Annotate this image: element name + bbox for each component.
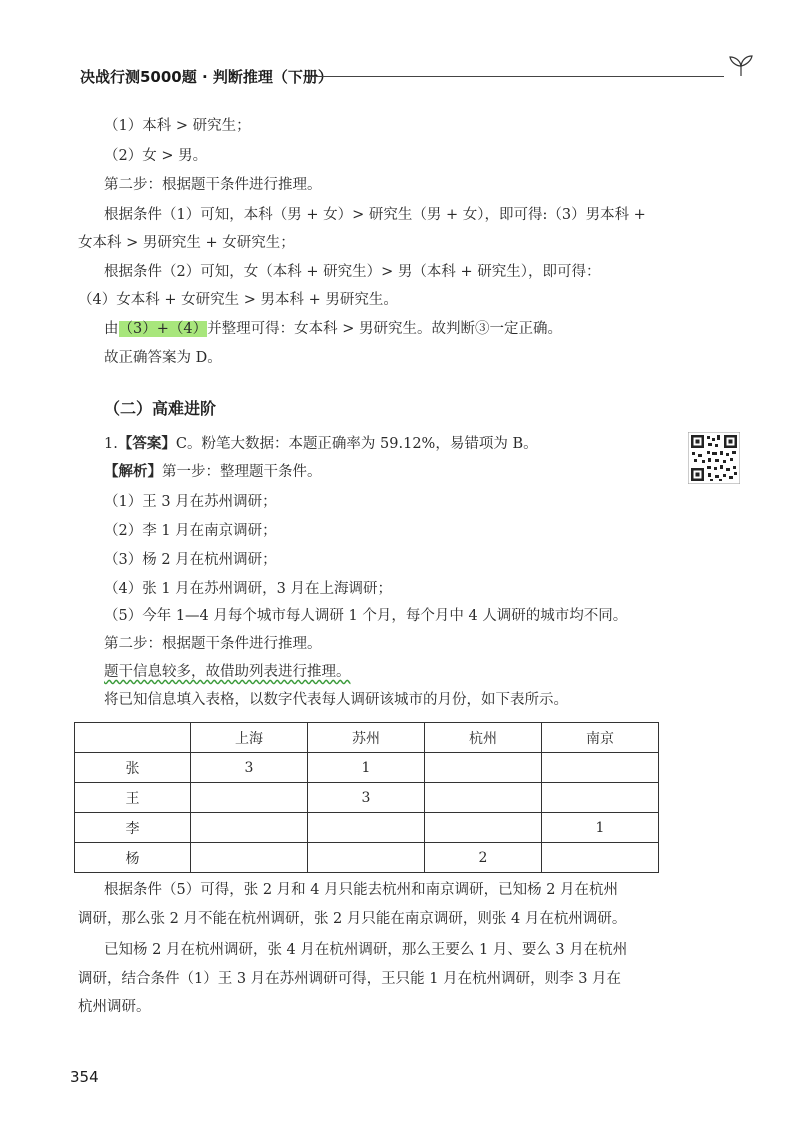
table-intro: 将已知信息填入表格，以数字代表每人调研该城市的月份，如下表所示。	[104, 692, 568, 708]
table-header-cell: 杭州	[425, 723, 542, 753]
reasoning-line: 根据条件（2）可知，女（本科 + 研究生）> 男（本科 + 研究生），即可得：	[104, 264, 601, 280]
reasoning-line: 杭州调研。	[78, 999, 151, 1015]
table-row	[75, 753, 659, 783]
table-cell: 1	[308, 753, 425, 783]
step-two-heading: 第二步：根据题干条件进行推理。	[104, 177, 322, 193]
table-header-cell: 南京	[542, 723, 659, 753]
condition-2: （2）李 1 月在南京调研；	[104, 523, 277, 539]
row-label: 王	[75, 783, 191, 813]
header-title: 决战行测5000题 · 判断推理（下册）	[80, 68, 333, 86]
condition-1: （1）王 3 月在苏州调研；	[104, 494, 277, 510]
row-label: 张	[75, 753, 191, 783]
table-cell: 3	[191, 753, 308, 783]
table-cell	[425, 813, 542, 843]
condition-4: （4）张 1 月在苏州调研，3 月在上海调研；	[104, 581, 393, 597]
question-number: 1.	[104, 436, 118, 452]
reasoning-line: 根据条件（5）可得，张 2 月和 4 月只能去杭州和南京调研，已知杨 2 月在杭州	[104, 882, 619, 898]
analysis-text: 第一步：整理题干条件。	[162, 464, 322, 480]
table-cell	[542, 843, 659, 873]
table-header-cell: 上海	[191, 723, 308, 753]
table-cell	[191, 783, 308, 813]
step-two-heading: 第二步：根据题干条件进行推理。	[104, 636, 322, 652]
analysis-label: 【解析】	[104, 464, 162, 480]
table-header-cell: 苏州	[308, 723, 425, 753]
condition-2: （2）女 > 男。	[104, 148, 208, 164]
table-cell: 3	[308, 783, 425, 813]
reasoning-line: 调研，那么张 2 月不能在杭州调研，张 2 月只能在南京调研，则张 4 月在杭州调研。	[78, 911, 627, 927]
row-label: 杨	[75, 843, 191, 873]
table-header-row	[75, 723, 659, 753]
page-number: 354	[70, 1068, 99, 1086]
reasoning-line: 调研，结合条件（1）王 3 月在苏州调研可得，王只能 1 月在杭州调研，则李 3 月在	[78, 971, 622, 987]
table-cell	[425, 753, 542, 783]
condition-1: （1）本科 > 研究生；	[104, 118, 251, 134]
reasoning-line: （4）女本科 + 女研究生 > 男本科 + 男研究生。	[78, 292, 398, 308]
underlined-note: 题干信息较多，故借助列表进行推理。	[104, 664, 351, 680]
table-cell	[191, 813, 308, 843]
table-cell	[542, 753, 659, 783]
table-header-cell	[75, 723, 191, 753]
table-cell: 2	[425, 843, 542, 873]
analysis-line	[104, 462, 322, 482]
condition-5: （5）今年 1—4 月每个城市每人调研 1 个月，每个月中 4 人调研的城市均不同。	[104, 608, 628, 624]
header-rule	[306, 76, 724, 77]
answer-text: C。粉笔大数据：本题正确率为 59.12%，易错项为 B。	[175, 436, 538, 452]
table-cell	[191, 843, 308, 873]
answer-line	[104, 434, 538, 454]
row-label: 李	[75, 813, 191, 843]
table-row	[75, 813, 659, 843]
table-cell: 1	[542, 813, 659, 843]
table-cell	[425, 783, 542, 813]
sprout-icon	[726, 54, 756, 78]
reasoning-line: 女本科 > 男研究生 + 女研究生；	[78, 235, 295, 251]
conclusion-text: 并整理可得：女本科 > 男研究生。故判断③一定正确。	[207, 321, 562, 337]
condition-3: （3）杨 2 月在杭州调研；	[104, 552, 277, 568]
final-answer: 故正确答案为 D。	[104, 350, 222, 366]
reasoning-line: 已知杨 2 月在杭州调研，张 4 月在杭州调研，那么王要么 1 月、要么 3 月在杭州	[104, 942, 628, 958]
section-title: （二）高难进阶	[104, 399, 217, 418]
conclusion-line	[104, 319, 562, 339]
reasoning-line: 根据条件（1）可知，本科（男 + 女）> 研究生（男 + 女），即可得:（3）男本科 +	[104, 207, 646, 223]
schedule-table	[74, 722, 659, 873]
table-row	[75, 783, 659, 813]
highlighted-reference: （3）+（4）	[118, 321, 208, 337]
table-cell	[308, 843, 425, 873]
table-cell	[542, 783, 659, 813]
qr-code-icon[interactable]	[688, 432, 740, 484]
answer-label: 【答案】	[117, 436, 176, 452]
table-cell	[308, 813, 425, 843]
conclusion-prefix: 由	[104, 321, 119, 337]
running-header	[80, 62, 760, 92]
table-row	[75, 843, 659, 873]
